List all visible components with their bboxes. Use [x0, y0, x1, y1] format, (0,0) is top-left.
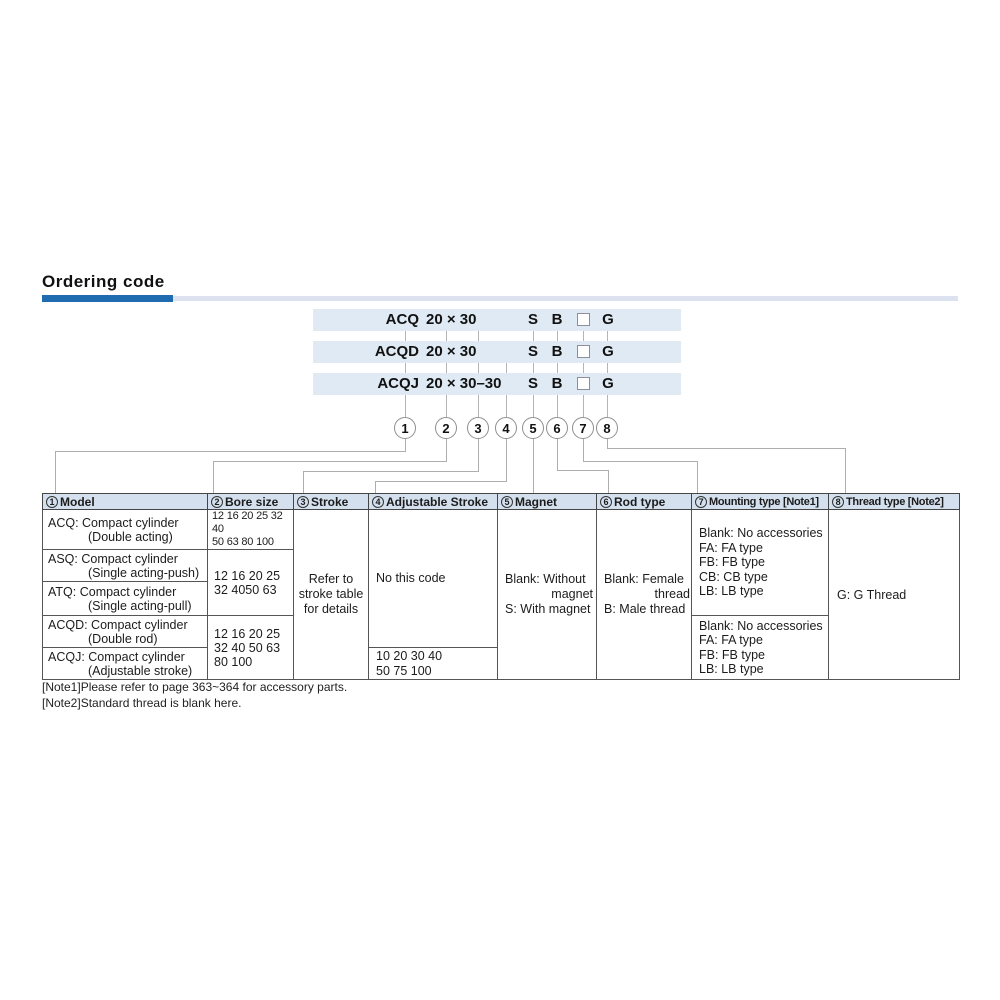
connector-line [583, 461, 698, 462]
alignment-tick [405, 331, 406, 341]
title-underline-light [173, 296, 958, 301]
connector-line [607, 448, 846, 449]
cell-stroke: Refer to stroke table for details [294, 510, 369, 680]
rod-code-letter: B [551, 311, 563, 328]
size-code-text: 20 × 30 [426, 311, 477, 328]
alignment-tick [557, 331, 558, 341]
title-underline-accent [42, 295, 173, 302]
cell-model-acqd: ACQD: Compact cylinder (Double rod) [43, 616, 208, 648]
connector-line [557, 470, 609, 471]
connector-line [583, 439, 584, 461]
circled-number-icon: 5 [501, 496, 513, 508]
magnet-code-letter: S [527, 343, 538, 360]
circled-number-icon: 2 [211, 496, 223, 508]
alignment-tick [446, 395, 447, 417]
connector-line [533, 439, 534, 493]
alignment-tick [607, 331, 608, 341]
connector-line [213, 461, 214, 493]
cell-bore-asq-atq: 12 16 20 25 32 4050 63 [208, 550, 294, 616]
alignment-tick [583, 395, 584, 417]
col-header-stroke: 3 Stroke [294, 494, 369, 510]
magnet-code-letter: S [527, 375, 538, 392]
col-header-bore-size: 2 Bore size [208, 494, 294, 510]
callout-circle-1: 1 [394, 417, 416, 439]
alignment-tick [506, 395, 507, 417]
connector-line [506, 439, 507, 481]
col-header-mounting-type: 7 Mounting type [Note1] [692, 494, 829, 510]
alignment-tick [405, 363, 406, 373]
connector-line [55, 451, 56, 493]
table-row [43, 510, 960, 550]
col-header-rod-type: 6 Rod type [597, 494, 692, 510]
alignment-tick [478, 363, 479, 373]
alignment-tick [506, 363, 507, 373]
alignment-tick [607, 395, 608, 417]
callout-circle-2: 2 [435, 417, 457, 439]
col-header-adjustable-stroke: 4 Adjustable Stroke [369, 494, 498, 510]
col-header-magnet: 5 Magnet [498, 494, 597, 510]
col-header-model: 1 Model [43, 494, 208, 510]
blank-option-box [577, 345, 590, 358]
connector-line [607, 439, 608, 448]
code-bar-acqd [313, 341, 681, 363]
ordering-table [42, 493, 960, 680]
cell-bore-acqd-acqj: 12 16 20 25 32 40 50 63 80 100 [208, 616, 294, 680]
alignment-tick [533, 395, 534, 417]
col-header-thread-type: 8 Thread type [Note2] [829, 494, 960, 510]
cell-thread-type: G: G Thread [829, 510, 960, 680]
cell-mounting-bottom: Blank: No accessories FA: FA type FB: FB type LB: LB type [692, 616, 829, 680]
model-code-text: ACQ [385, 311, 419, 328]
thread-code-letter: G [602, 311, 614, 328]
alignment-tick [478, 395, 479, 417]
note-2: [Note2]Standard thread is blank here. [42, 696, 242, 710]
size-code-text: 20 × 30 [426, 343, 477, 360]
alignment-tick [533, 331, 534, 341]
alignment-tick [583, 331, 584, 341]
circled-number-icon: 4 [372, 496, 384, 508]
cell-rod-type: Blank: Female thread B: Male thread [597, 510, 692, 680]
cell-adjustable-none: No this code [369, 510, 498, 648]
callout-circle-5: 5 [522, 417, 544, 439]
alignment-tick [607, 363, 608, 373]
table-header-row [43, 494, 960, 510]
note-1: [Note1]Please refer to page 363~364 for accessory parts. [42, 680, 348, 694]
circled-number-icon: 8 [832, 496, 844, 508]
connector-line [608, 470, 609, 493]
model-code-text: ACQD [374, 343, 419, 360]
callout-circle-4: 4 [495, 417, 517, 439]
circled-number-icon: 6 [600, 496, 612, 508]
thread-code-letter: G [602, 343, 614, 360]
connector-line [697, 461, 698, 493]
connector-line [446, 439, 447, 461]
connector-line [478, 439, 479, 471]
connector-line [375, 481, 507, 482]
cell-model-acqj: ACQJ: Compact cylinder (Adjustable stroke) [43, 648, 208, 680]
connector-line [213, 461, 447, 462]
cell-mounting-top: Blank: No accessories FA: FA type FB: FB type CB: CB type LB: LB type [692, 510, 829, 616]
connector-line [55, 451, 406, 452]
connector-line [375, 481, 376, 493]
connector-line [845, 448, 846, 493]
blank-option-box [577, 313, 590, 326]
connector-line [405, 439, 406, 451]
circled-number-icon: 7 [695, 496, 707, 508]
callout-circle-6: 6 [546, 417, 568, 439]
callout-circle-7: 7 [572, 417, 594, 439]
magnet-code-letter: S [527, 311, 538, 328]
cell-model-atq: ATQ: Compact cylinder (Single acting-pull) [43, 582, 208, 616]
alignment-tick [446, 363, 447, 373]
page-title: Ordering code [42, 272, 165, 291]
code-bar-acq [313, 309, 681, 331]
alignment-tick [478, 331, 479, 341]
blank-option-box [577, 377, 590, 390]
connector-line [303, 471, 304, 493]
callout-circle-8: 8 [596, 417, 618, 439]
model-code-text: ACQJ [377, 375, 419, 392]
connector-line [557, 439, 558, 470]
connector-line [303, 471, 479, 472]
cell-magnet: Blank: Without magnet S: With magnet [498, 510, 597, 680]
alignment-tick [446, 331, 447, 341]
alignment-tick [583, 363, 584, 373]
cell-model-acq: ACQ: Compact cylinder (Double acting) [43, 510, 208, 550]
alignment-tick [405, 395, 406, 417]
alignment-tick [557, 395, 558, 417]
circled-number-icon: 3 [297, 496, 309, 508]
alignment-tick [557, 363, 558, 373]
callout-circle-3: 3 [467, 417, 489, 439]
cell-model-asq: ASQ: Compact cylinder (Single acting-push) [43, 550, 208, 582]
code-bar-acqj [313, 373, 681, 395]
rod-code-letter: B [551, 343, 563, 360]
size-code-text: 20 × 30–30 [426, 375, 502, 392]
thread-code-letter: G [602, 375, 614, 392]
cell-bore-acq: 12 16 20 25 32 40 50 63 80 100 [208, 510, 294, 550]
alignment-tick [533, 363, 534, 373]
cell-adjustable-acqj: 10 20 30 40 50 75 100 [369, 648, 498, 680]
circled-number-icon: 1 [46, 496, 58, 508]
rod-code-letter: B [551, 375, 563, 392]
